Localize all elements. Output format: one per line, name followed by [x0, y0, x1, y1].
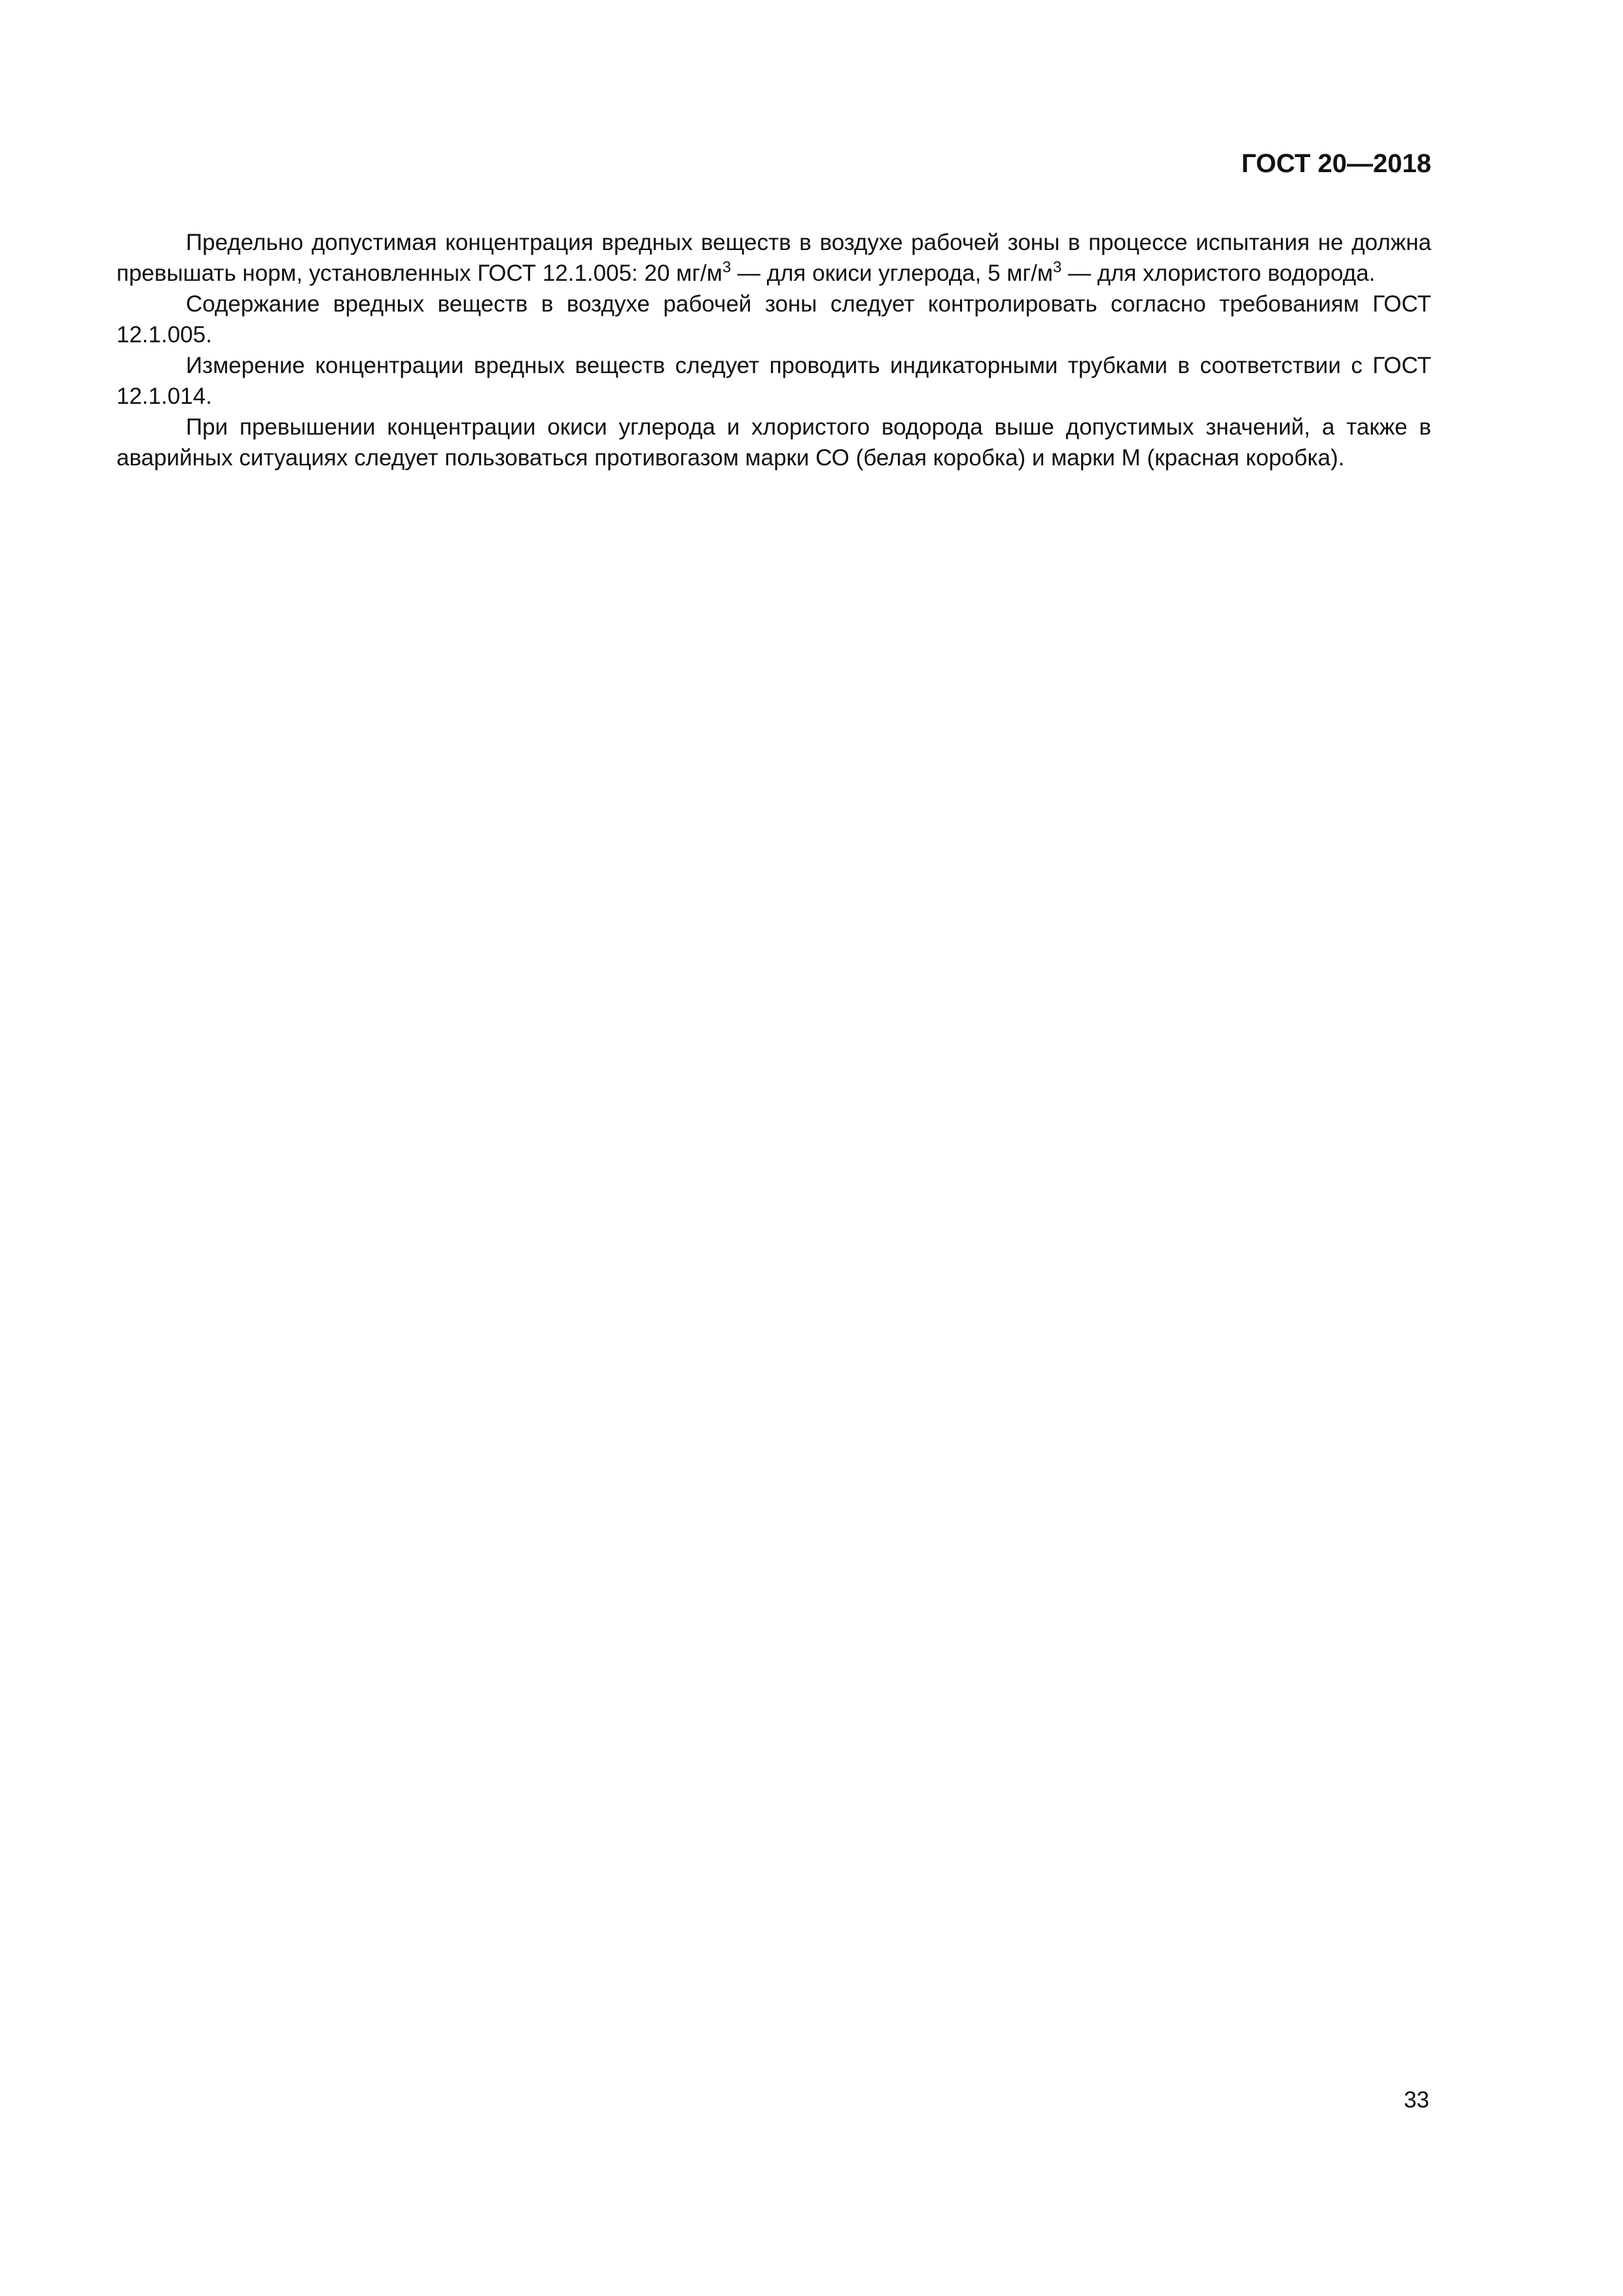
paragraph-control-requirements: Содержание вредных веществ в воздухе рабочей зоны следует контролировать согласно требованиям ГОСТ 12.1.005. [116, 291, 1431, 348]
superscript: 3 [722, 259, 732, 276]
document-standard-code: ГОСТ 20—2018 [1241, 149, 1431, 178]
page-number: 33 [1404, 2087, 1429, 2113]
paragraph-concentration-limits [116, 227, 1431, 289]
paragraph-gas-mask-usage: При превышении концентрации окиси углерода и хлористого водорода выше допустимых значений, а также в аварийных ситуациях следует пользоваться противогазом марки СО (белая коробка) и марки М (красная коробка). [116, 414, 1431, 471]
paragraph-text: Предельно допустимая концентрация вредных веществ в воздухе рабочей зоны в процессе испытания не должна превышать норм, установленных ГОСТ 12.1.005: 20 мг/м [116, 230, 1431, 286]
body-text [116, 227, 1431, 473]
paragraph-text: — для хлористого водорода. [1061, 260, 1376, 286]
superscript: 3 [1052, 259, 1062, 276]
paragraph-text: — для окиси углерода, 5 мг/м [731, 260, 1053, 286]
paragraph-measurement-method: Измерение концентрации вредных веществ следует проводить индикаторными трубками в соответствии с ГОСТ 12.1.014. [116, 353, 1431, 409]
